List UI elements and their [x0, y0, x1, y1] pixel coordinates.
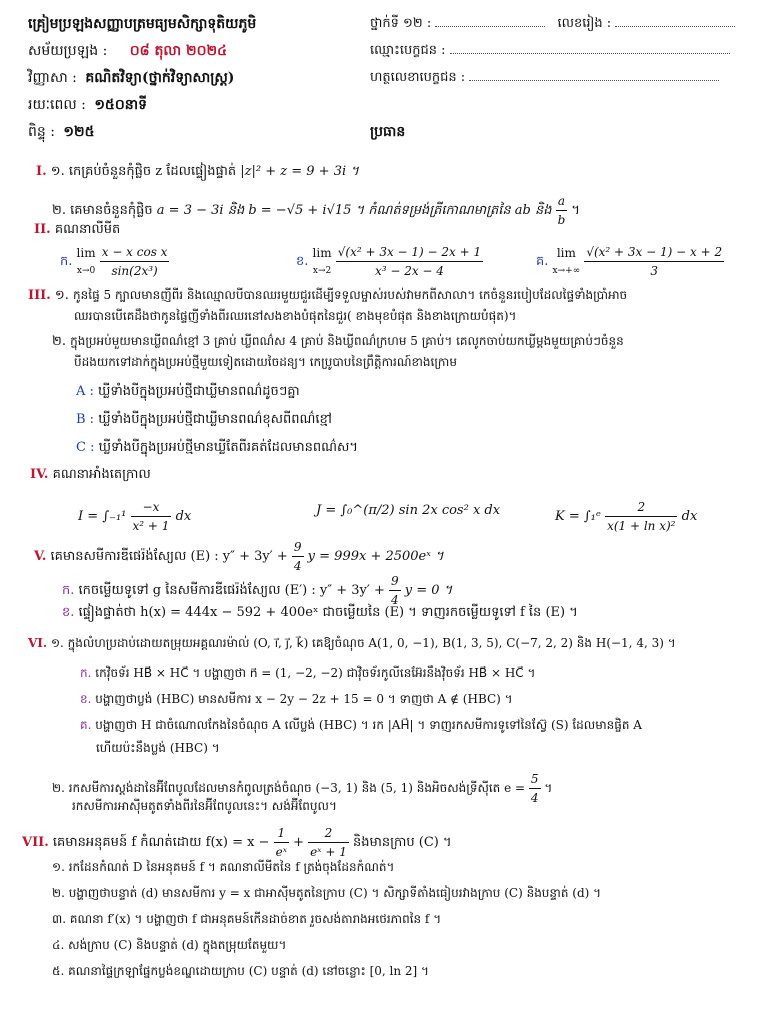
duration-label: រយៈពេល : [28, 97, 86, 113]
score-row [28, 122, 95, 143]
topic-label: ប្រធាន [370, 124, 406, 140]
signature-field [370, 68, 719, 88]
q4-i-lhs: I = [78, 509, 99, 524]
q6-c-label: គ. [80, 718, 92, 732]
q2-b-label: ខ. [296, 254, 309, 269]
session-date: ០៨ តុលា ២០២៤ [129, 43, 228, 59]
q1-p2-text: គេមានចំនួនកុំផ្លិច [70, 203, 153, 218]
q3-p2-line1 [52, 332, 624, 351]
q3-c-text: ឃ្លីទាំងបីក្នុងប្រអប់ថ្មីមានឃ្លីតែពីរគត់ដែលមានពណ៌ស។ [98, 440, 358, 455]
q4-k-fraction: $\frac{2}{\text{x(1 + ln x)²}}$ [607, 500, 676, 533]
q4-j-body: sin 2x cos² x dx [398, 503, 501, 518]
q7-item1 [52, 858, 394, 876]
q6-part-a [80, 664, 535, 682]
seat-label: លេខរៀង : [557, 16, 612, 31]
q7-i3-number: ៣. [52, 912, 67, 926]
q6-p1-number: ១. [50, 636, 64, 650]
q5-intro-text: គេមានសមីការឌីផេរ៉ង់ស្យែល (E) : y″ + 3y′ + [50, 549, 288, 564]
q5-b-label: ខ. [62, 605, 75, 620]
q7-intro [22, 824, 452, 861]
q4-integral-j [316, 502, 500, 520]
q7-i5-number: ៥. [52, 964, 65, 978]
q3-p2-line2: បីដងយកទៅដាក់ក្នុងប្រអប់ថ្មីមួយទៀតដោយចៃដន្យ។ កេប្រូបាបនៃព្រឹត្តិការណ៍ខាងក្រោម [74, 355, 457, 369]
q5-b-text: ផ្ទៀងផ្ទាត់ថា h(x) = 444x − 592 + 400eˣ ជាចម្លើយនៃ (E) ។ ទាញរកចម្លើយទូទៅ f នៃ (E) ។ [78, 605, 578, 620]
q4-k-bounds: ∫₁ᵉ [583, 509, 601, 524]
subject-value: គណិតវិទ្យា(ថ្នាក់វិទ្យាសាស្ត្រ) [85, 70, 235, 86]
q5-a-end: y = 0 ។ [404, 583, 453, 598]
q5-fraction: $\frac{9}{4}$ [293, 540, 302, 573]
q2-a-label: ក. [60, 254, 73, 269]
q3-p2-number: ២. [52, 334, 66, 349]
q3-event-b [76, 411, 332, 429]
q7-number: VII. [22, 835, 49, 850]
seat-blank [615, 14, 735, 27]
session-label: សម័យប្រឡង : [28, 43, 108, 59]
q7-i5-text: គណនាផ្ទៃក្រឡាផ្នែកប្លង់ខណ្ឌដោយក្រាប (C) បន្ទាត់ (d) នៅចន្លោះ [0, ln 2] ។ [68, 964, 429, 978]
subject-row [28, 68, 234, 89]
q6-part2-line2: រកសមីការអាស៊ីមតូតទាំងពីរនៃអ៊ីពែបូលនេះ។ សង់អ៊ីពែបូល។ [72, 799, 337, 813]
grade-label: ថ្នាក់ទី ១២ : [370, 16, 432, 31]
q7-i4-number: ៤. [52, 938, 65, 952]
q2-limit-a [60, 243, 169, 280]
signature-label: ហត្ថលេខាបេក្ខជន : [370, 70, 466, 85]
grade-blank [435, 14, 545, 27]
q2-limit-c [536, 243, 724, 280]
candidate-name-field [370, 41, 730, 61]
school-title: គ្រៀមប្រឡងសញ្ញាបត្រមធ្យមសិក្សាទុតិយភូមិ [28, 16, 257, 32]
q4-i-bounds: ∫₋₁¹ [102, 509, 127, 524]
q6-c-text: បង្ហាញថា H ជាចំណោលកែងនៃចំណុច A លើប្លង់ (HBC) ។ រក |AH⃗| ។ ទាញរកសមីការទូទៅនៃស្វ៊ែ (S) ដែលមានផ្ចិត A [95, 718, 642, 732]
q1-p1-equation: |z|² + z = 9 + 3i ។ [240, 164, 359, 179]
q3-a-text: ឃ្លីទាំងបីក្នុងប្រអប់ថ្មីជាឃ្លីមានពណ៌ដូចៗគ្នា [98, 384, 300, 399]
q3-b-text: ឃ្លីទាំងបីក្នុងប្រអប់ថ្មីជាឃ្លីមានពណ៌ខុសពីពណ៌ខ្មៅ [98, 412, 332, 427]
candidate-name-label: ឈ្មោះបេក្ខជន : [370, 43, 446, 58]
q1-part2 [52, 192, 580, 229]
q7-item3 [52, 910, 441, 928]
q6-part-c-2: ហើយប៉ះនឹងប្លង់ (HBC) ។ [96, 741, 220, 755]
q2-title-row [34, 221, 120, 239]
q5-intro-end: y = 999x + 2500eˣ ។ [307, 549, 444, 564]
q1-p1-text: កេគ្រប់ចំនួនកុំផ្លិច z ដែលផ្ទៀងផ្ទាត់ [68, 164, 237, 179]
q7-i4-text: សង់ក្រាប (C) និងបន្ទាត់ (d) ក្នុងតម្រុយតែមួយ។ [68, 938, 287, 952]
q1-p2-equation: a = 3 − 3i និង b = −√5 + i√15 ។ កំណត់ទម្រង់ត្រីកោណមាត្រនៃ ab និង [156, 203, 552, 218]
subject-label: វិញ្ញាសា : [28, 70, 77, 86]
q1-p2-number: ២. [52, 203, 66, 218]
q7-item2 [52, 884, 601, 902]
q3-number: III. [28, 288, 51, 303]
q6-part-b [80, 690, 513, 708]
q7-intro-text: គេមានអនុគមន៍ f កំណត់ដោយ f(x) = x − [52, 835, 270, 850]
q2-c-fraction: $\frac{\text{√(x² + 3x − 1) − x + 2}}{3}$ [586, 245, 723, 278]
q5-part-b [62, 604, 578, 622]
q4-k-dx: dx [681, 509, 698, 524]
q4-j-bounds: ∫₀^(π/2) [340, 503, 395, 518]
q7-item4 [52, 936, 286, 954]
q1-p2-fraction: $\frac{a}{b}$ [557, 194, 566, 227]
q6-p2-number: ២. [52, 781, 65, 795]
q3-p1-line2: ឈរបានបើគេដឹងថាកូនផ្ទៃញីទាំងពីរឈរនៅសងខាងបំផុតនៃជួរ( ខាងមុខបំផុត និងខាងក្រោយបំផុត)។ [74, 309, 517, 323]
session-row [28, 41, 227, 62]
q2-a-fraction: $\frac{\text{x − x cos x}}{\text{sin(2x³)}}$ [101, 245, 168, 278]
duration-value: ១៥០នាទី [94, 97, 147, 113]
q7-intro-end: និងមានក្រាប (C) ។ [352, 835, 452, 850]
q4-i-fraction: $\frac{-x}{\text{x² + 1}}$ [132, 500, 170, 533]
q2-title: គណនាលីមីត [54, 222, 121, 237]
q1-p2-end: ។ [571, 203, 580, 218]
q7-i2-text: បង្ហាញថាបន្ទាត់ (d) មានសមីការ y = x ជាអាស៊ីមតូតនៃក្រាប (C) ។ សិក្សាទីតាំងធៀបរវាងក្រាប (C) និងបន្ទាត់ (d) ។ [68, 886, 602, 900]
q2-number: II. [34, 222, 51, 237]
q2-c-lim: lim x→+∞ [552, 245, 581, 276]
q6-number: VI. [28, 636, 48, 650]
q2-b-fraction: $\frac{\text{√(x² + 3x − 1) − 2x + 1}}{\text{x³ − 2x − 4}}$ [337, 245, 482, 278]
q7-i1-text: រកដែនកំណត់ D នៃអនុគមន៍ f ។ គណនាលីមីតនៃ f ត្រង់ចុងដែនកំណត់។ [68, 860, 395, 874]
q4-number: IV. [30, 467, 49, 482]
q1-part1 [36, 163, 359, 181]
q3-a-label: A : [76, 384, 94, 399]
q2-c-label: គ. [536, 254, 549, 269]
q7-plus: + [293, 835, 305, 850]
signature-blank [469, 68, 719, 81]
q2-b-lim: lim x→2 [312, 245, 332, 276]
q6-b-text: បង្ហាញថាប្លង់ (HBC) មានសមីការ x − 2y − 2z + 15 = 0 ។ ទាញថា A ∉ (HBC) ។ [95, 692, 513, 706]
q1-number: I. [36, 164, 47, 179]
q1-p1-number: ១. [50, 164, 65, 179]
q3-p1-text1: កូនផ្ទៃ 5 ក្បាលមានញីពីរ និងឈ្មោលបីបានឈរមួយជួរដើម្បីទទួលម្ចាស់របស់វាមកពីសាលា។ កេចំនួនរបៀបដែលផ្ទៃទាំងប្រាំអាច [73, 288, 628, 302]
q7-i3-text: គណនា f′(x) ។ បង្ហាញថា f ជាអនុគមន៍កើនដាច់ខាត រួចសង់តារាងអថេរភាពនៃ f ។ [69, 912, 442, 926]
q6-p2-text: រកសមីការស្តង់ដានៃអ៊ីពែបូលដែលមានកំពូលត្រង់ចំណុច (−3, 1) និង (5, 1) និងអិចសង់ទ្រីស៊ីតេ e = [68, 781, 526, 795]
q5-a-label: ក. [62, 583, 75, 598]
q3-c-label: C : [76, 440, 95, 455]
q5-intro [34, 538, 444, 575]
q3-p2-text1: ក្នុងប្រអប់មួយមានឃ្លីពណ៌ខ្មៅ 3 គ្រាប់ ឃ្លីពណ៌ស 4 គ្រាប់ និងឃ្លីពណ៌ក្រហម 5 គ្រាប់។ គេលូកចាប់យកឃ្លីម្តងមួយគ្រាប់ៗចំនួន [70, 334, 624, 348]
q6-b-label: ខ. [80, 692, 92, 706]
q7-item5 [52, 962, 429, 980]
candidate-name-blank [450, 41, 730, 54]
q5-a-fraction: $\frac{9}{4}$ [390, 574, 399, 607]
score-label: ពិន្ទុ : [28, 124, 55, 140]
q3-p1-line1 [28, 286, 627, 305]
q3-event-a [76, 383, 300, 401]
q4-integral-i [78, 498, 191, 535]
q6-p2-end: ។ [544, 781, 553, 795]
q6-part-c [80, 716, 642, 734]
q4-k-lhs: K = [555, 509, 580, 524]
q6-a-label: ក. [80, 666, 92, 680]
q4-title: គណនាអាំងតេក្រាល [52, 467, 151, 482]
q5-number: V. [34, 549, 47, 564]
q5-a-text: កេចម្លើយទូទៅ g នៃសមីការឌីផេរ៉ង់ស្យែល (E′) : y″ + 3y′ + [78, 583, 385, 598]
q6-p2-fraction: $\frac{5}{4}$ [530, 772, 539, 805]
q3-event-c [76, 439, 358, 457]
grade-field [370, 14, 735, 34]
q7-fraction-1: $\frac{1}{\text{eˣ}}$ [275, 826, 287, 859]
q3-b-label: B : [76, 412, 95, 427]
q7-i1-number: ១. [52, 860, 65, 874]
q6-p1-text: ក្នុងលំហប្រដាប់ដោយតម្រុយអគ្គណរម៉ាល់ (O, i⃗, j⃗, k⃗) គេឱ្យចំណុច A(1, 0, −1), B(1, 3, 5), C(−7, 2, 2) និង H(−1, 4, 3) ។ [67, 636, 676, 650]
q2-a-lim: lim x→0 [76, 245, 96, 276]
q2-limit-b [296, 243, 483, 280]
q3-p1-number: ១. [54, 288, 69, 303]
q6-a-text: កេវ៉ិចទ័រ HB⃗ × HC⃗ ។ បង្ហាញថា n⃗ = (1, −2, −2) ជាវ៉ិចទ័រកូលីនេអ៊ែរនឹងវ៉ិចទ័រ HB⃗ × HC⃗ ។ [95, 666, 536, 680]
score-value: ១២៥ [63, 124, 95, 140]
q4-j-lhs: J = [316, 503, 337, 518]
q7-i2-number: ២. [52, 886, 65, 900]
q4-i-dx: dx [175, 509, 192, 524]
duration-row [28, 95, 147, 116]
q4-integral-k [555, 498, 697, 535]
q7-fraction-2: $\frac{2}{\text{eˣ + 1}}$ [310, 826, 347, 859]
q4-title-row [30, 466, 151, 484]
q6-part1 [28, 634, 676, 652]
